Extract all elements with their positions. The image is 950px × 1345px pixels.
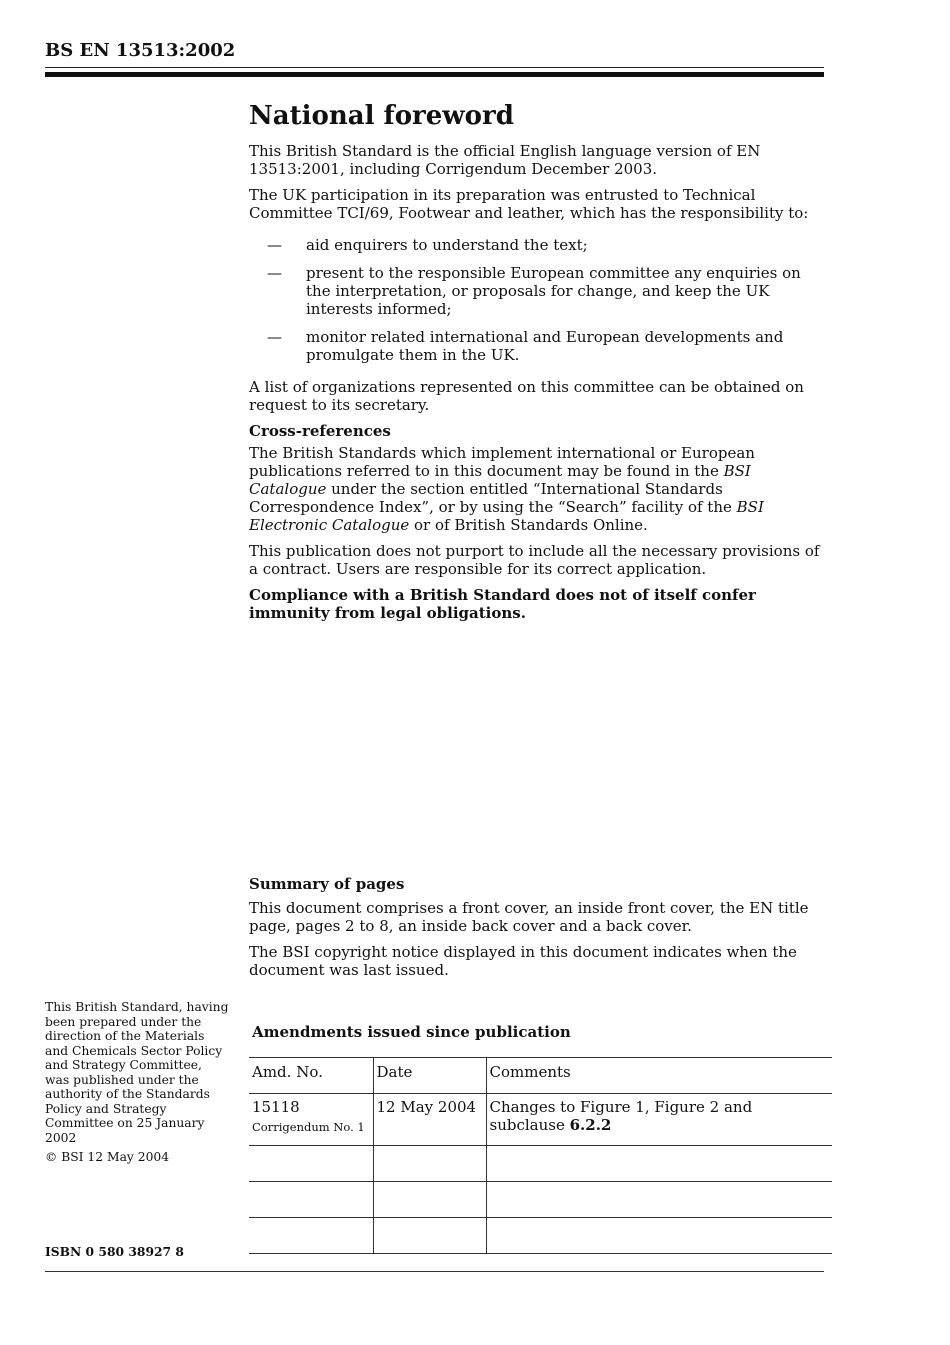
national-foreword-section [249,100,829,630]
empty-cell [373,1218,486,1254]
cross-references-heading: Cross-references [249,422,391,440]
copyright-notice-paragraph: The BSI copyright notice displayed in this document indicates when the document was last issued. [249,943,797,979]
comment-clause: 6.2.2 [569,1116,612,1134]
table-row-empty [249,1182,832,1218]
committee-list-paragraph: A list of organizations represented on this committee can be obtained on request to its secretary. [249,378,804,414]
empty-cell [486,1146,832,1182]
table-row-empty [249,1218,832,1254]
summary-paragraph: This document comprises a front cover, an inside front cover, the EN title page, pages 2 to 8, an inside back cover and a back cover. [249,899,809,935]
page-title: National foreword [249,101,514,131]
list-item [249,264,829,318]
column-header-date: Date [373,1058,486,1094]
header-rule-thick [45,72,824,77]
list-item-text: present to the responsible European committee any enquiries on the interpretation, or proposals for change, and keep the UK interests informed; [306,264,801,318]
copyright-line: © BSI 12 May 2004 [45,1150,170,1164]
list-item [249,328,829,364]
amendments-table [249,1057,832,1254]
responsibility-list [249,236,829,364]
empty-cell [249,1146,373,1182]
amd-number: 15118 [252,1098,300,1116]
cross-text-c: or of British Standards Online. [409,516,648,534]
table-row-empty [249,1146,832,1182]
document-code: BS EN 13513:2002 [45,40,236,61]
table-header-row [249,1058,832,1094]
empty-cell [486,1218,832,1254]
cross-references-paragraph [249,444,829,534]
empty-cell [373,1146,486,1182]
list-item [249,236,829,254]
publication-note: This British Standard, having been prepared under the direction of the Materials and Chemicals Sector Policy and Strategy Committee, was published under the authority of the Standards Policy and Strategy Committee on 25 January 2002 [45,1000,229,1145]
date-cell: 12 May 2004 [373,1094,486,1146]
empty-cell [249,1182,373,1218]
cross-text-b: under the section entitled “International Standards Correspondence Index”, or by using the “Search” facility of the [249,480,737,516]
dash-bullet: — [267,236,282,254]
compliance-statement: Compliance with a British Standard does not of itself confer immunity from legal obligations. [249,586,756,622]
comments-cell [486,1094,832,1146]
summary-heading: Summary of pages [249,875,405,893]
isbn: ISBN 0 580 38927 8 [45,1244,184,1259]
intro-paragraph: This British Standard is the official English language version of EN 13513:2001, including Corrigendum December 2003. [249,142,761,178]
amd-subtitle: Corrigendum No. 1 [252,1120,365,1134]
comment-text: Changes to Figure 1, Figure 2 and subclause [489,1098,753,1134]
participation-paragraph: The UK participation in its preparation was entrusted to Technical Committee TCI/69, Footwear and leather, which has the responsibility to: [249,186,809,222]
footer-rule [45,1271,824,1272]
list-item-text: monitor related international and European developments and promulgate them in the UK. [306,328,784,364]
amendments-heading: Amendments issued since publication [252,1023,571,1041]
bsi-catalogue-title: BSI Catalogue [249,462,751,498]
provisions-paragraph: This publication does not purport to include all the necessary provisions of a contract. Users are responsible for its correct application. [249,542,820,578]
list-item-text: aid enquirers to understand the text; [306,236,588,254]
dash-bullet: — [267,264,282,282]
column-header-amd-no: Amd. No. [249,1058,373,1094]
cross-text-a: The British Standards which implement international or European publications referred to in this document may be found in the [249,444,755,480]
empty-cell [486,1182,832,1218]
table-row [249,1094,832,1146]
empty-cell [249,1218,373,1254]
amd-no-cell [249,1094,373,1146]
dash-bullet: — [267,328,282,346]
column-header-comments: Comments [486,1058,832,1094]
summary-section [249,875,829,987]
bsi-electronic-catalogue-title: BSI Electronic Catalogue [249,498,764,534]
empty-cell [373,1182,486,1218]
header-rule-thin [45,67,824,68]
